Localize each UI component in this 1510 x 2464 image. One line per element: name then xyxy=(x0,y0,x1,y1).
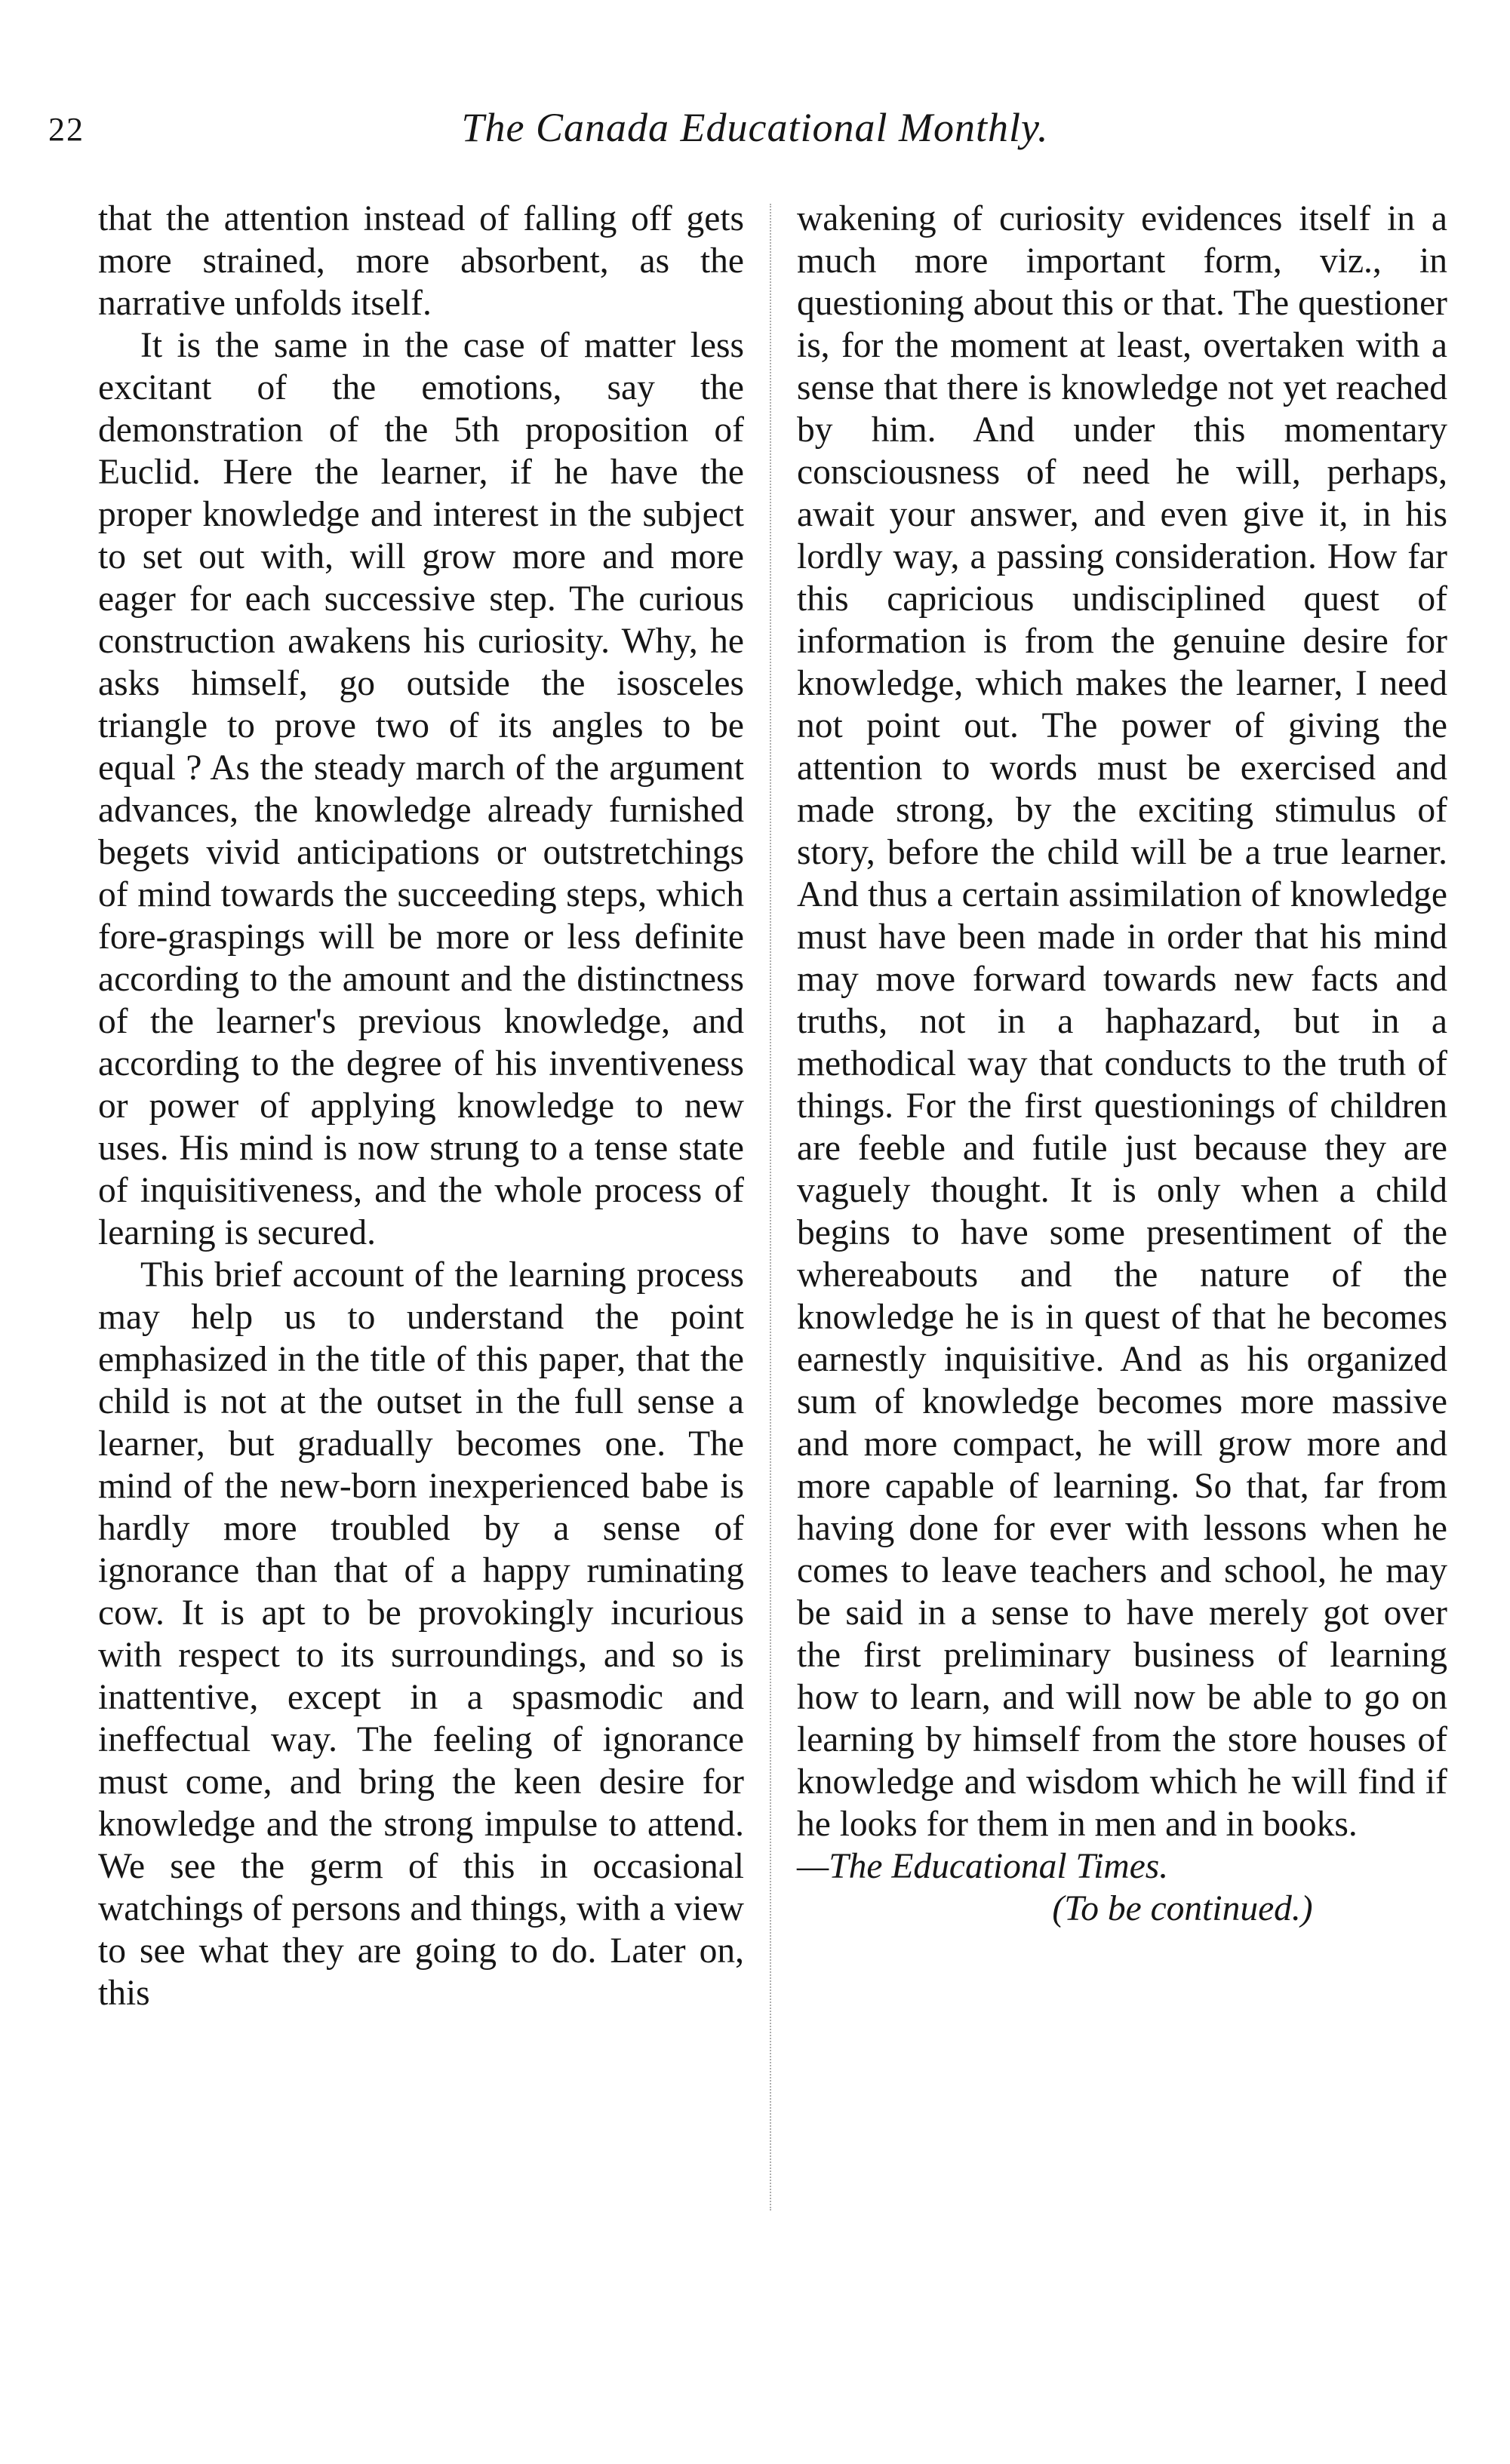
paragraph: that the attention instead of falling off gets more strained, more absorbent, as the narrative unfolds itself. xyxy=(98,199,744,323)
source-attribution: —The Educational Times. xyxy=(797,1847,1169,1886)
left-column xyxy=(98,198,744,2014)
continued-note: (To be continued.) xyxy=(1052,1889,1313,1928)
paragraph: It is the same in the case of matter less excitant of the emotions, say the demonstration of the 5th proposition of Euclid. Here the learner, if he have the proper knowledge and interest in the subject to set out with, will grow more and more eager for each successive step. The curious construction awakens his curiosity. Why, he asks himself, go outside the isosceles triangle to prove two of its angles to be equal ? As the steady march of the argument advances, the knowledge already furnished begets vivid anticipations or outstretchings of mind towards the succeeding steps, which fore-graspings will be more or less definite according to the amount and the distinctness of the learner's previous knowledge, and according to the degree of his inventiveness or power of applying knowledge to new uses. His mind is now strung to a tense state of inquisitiveness, and the whole process of learning is secured. xyxy=(98,326,744,1252)
running-title: The Canada Educational Monthly. xyxy=(461,105,1049,150)
paragraph: This brief account of the learning process may help us to understand the point emphasized in the title of this paper, that the child is not at the outset in the full sense a learner, but gradually becomes one. The mind of the new-born inexperienced babe is hardly more troubled by a sense of ignorance than that of a happy ruminating cow. It is apt to be provokingly incurious with respect to its surroundings, and so is inattentive, except in a spasmodic and ineffectual way. The feeling of ignorance must come, and bring the keen desire for knowledge and the strong impulse to attend. We see the germ of this in occasional watchings of persons and things, with a view to see what they are going to do. Later on, this xyxy=(98,1255,744,2013)
column-divider xyxy=(770,204,771,2211)
paragraph: wakening of curiosity evidences itself in a much more important form, viz., in questioning about this or that. The questioner is, for the moment at least, overtaken with a sense that there is knowledge not yet reached by him. And under this momentary consciousness of need he will, perhaps, await your answer, and even give it, in his lordly way, a passing consideration. How far this capricious undisciplined quest of information is from the genuine desire for knowledge, which makes the learner, I need not point out. The power of giving the attention to words must be exercised and made strong, by the exciting stimulus of story, before the child will be a true learner. And thus a certain assimilation of knowledge must have been made in order that his mind may move forward towards new facts and truths, not in a haphazard, but in a methodical way that conducts to the truth of things. For the first questionings of children are feeble and futile just because they are vaguely thought. It is only when a child begins to have some presentiment of the whereabouts and the nature of the knowledge he is in quest of that he becomes earnestly inquisitive. And as his organized sum of knowledge becomes more massive and more compact, he will grow more and more capable of learning. So that, far from having done for ever with lessons when he comes to leave teachers and school, he may be said in a sense to have merely got over the first preliminary business of learning how to learn, and will now be able to go on learning by himself from the store houses of knowledge and wisdom which he will find if he looks for them in men and in books. xyxy=(797,199,1447,1844)
right-column xyxy=(797,198,1447,1930)
page-number: 22 xyxy=(48,111,85,148)
